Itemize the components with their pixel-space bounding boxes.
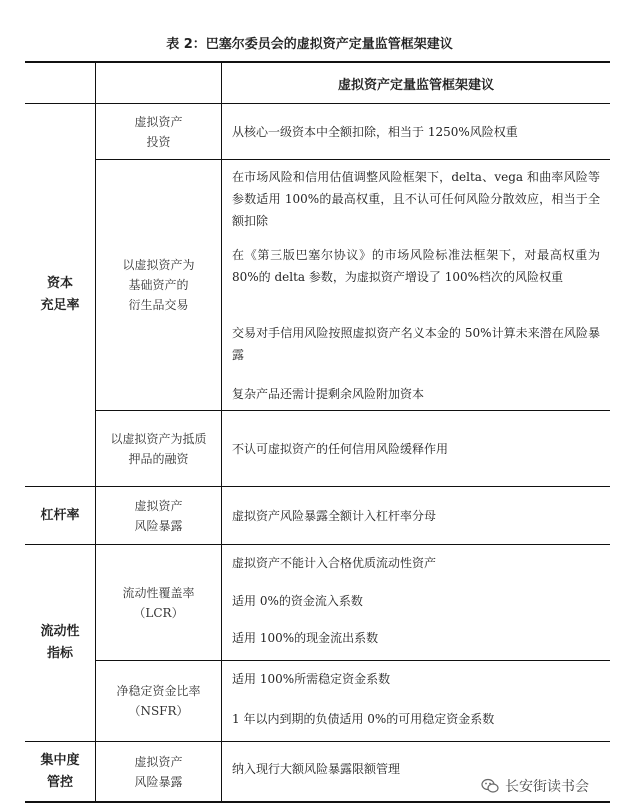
sub-nsfr: 净稳定资金比率 （NSFR） <box>116 684 201 718</box>
text-derivatives-1: 在市场风险和信用估值调整风险框架下，delta、vega 和曲率风险等参数适用 100%的最高权重，且不认可任何风险分散效应，相当于全额扣除 <box>232 170 600 228</box>
watermark <box>481 776 589 796</box>
wechat-icon <box>481 778 499 794</box>
sub-leverage-exposure: 虚拟资产 风险暴露 <box>134 498 183 533</box>
bottom-rule <box>25 801 610 803</box>
sub-derivatives: 以虚拟资产为 基础资产的 衍生品交易 <box>122 258 195 312</box>
text-investment: 从核心一级资本中全额扣除，相当于 1250%风险权重 <box>232 125 518 139</box>
watermark-text: 长安街读书会 <box>505 779 589 795</box>
text-lcr-3: 适用 100%的现金流出系数 <box>232 631 379 645</box>
text-derivatives-2: 在《第三版巴塞尔协议》的市场风险标准法框架下，对最高权重为 80%的 delta 参数，为虚拟资产增设了 100%档次的风险权重 <box>232 248 600 284</box>
text-nsfr-1: 适用 100%所需稳定资金系数 <box>232 672 391 686</box>
table-title: 表 2：巴塞尔委员会的虚拟资产定量监管框架建议 <box>166 37 453 52</box>
header-col3: 虚拟资产定量监管框架建议 <box>337 77 494 93</box>
category-liquidity: 流动性 指标 <box>40 624 80 661</box>
category-leverage: 杠杆率 <box>40 507 80 523</box>
text-collateral: 不认可虚拟资产的任何信用风险缓释作用 <box>232 442 449 456</box>
sub-investment: 虚拟资产 投资 <box>134 114 183 149</box>
col-divider <box>221 61 222 803</box>
sub-lcr: 流动性覆盖率 （LCR） <box>122 585 195 620</box>
text-nsfr-2: 1 年以内到期的负债适用 0%的可用稳定资金系数 <box>232 712 495 726</box>
category-concentration: 集中度 管控 <box>40 752 80 790</box>
sub-collateral: 以虚拟资产为抵质 押品的融资 <box>110 431 207 466</box>
category-capital: 资本 充足率 <box>40 276 80 313</box>
text-lcr-1: 虚拟资产不能计入合格优质流动性资产 <box>232 556 437 570</box>
text-leverage: 虚拟资产风险暴露全额计入杠杆率分母 <box>232 509 437 523</box>
sub-concentration-exposure: 虚拟资产 风险暴露 <box>134 754 183 789</box>
text-lcr-2: 适用 0%的资金流入系数 <box>232 594 363 608</box>
text-derivatives-3: 交易对手信用风险按照虚拟资产名义本金的 50%计算未来潜在风险暴露 <box>232 326 600 362</box>
text-concentration: 纳入现行大额风险暴露限额管理 <box>232 762 401 776</box>
text-derivatives-4: 复杂产品还需计提剩余风险附加资本 <box>232 387 425 401</box>
